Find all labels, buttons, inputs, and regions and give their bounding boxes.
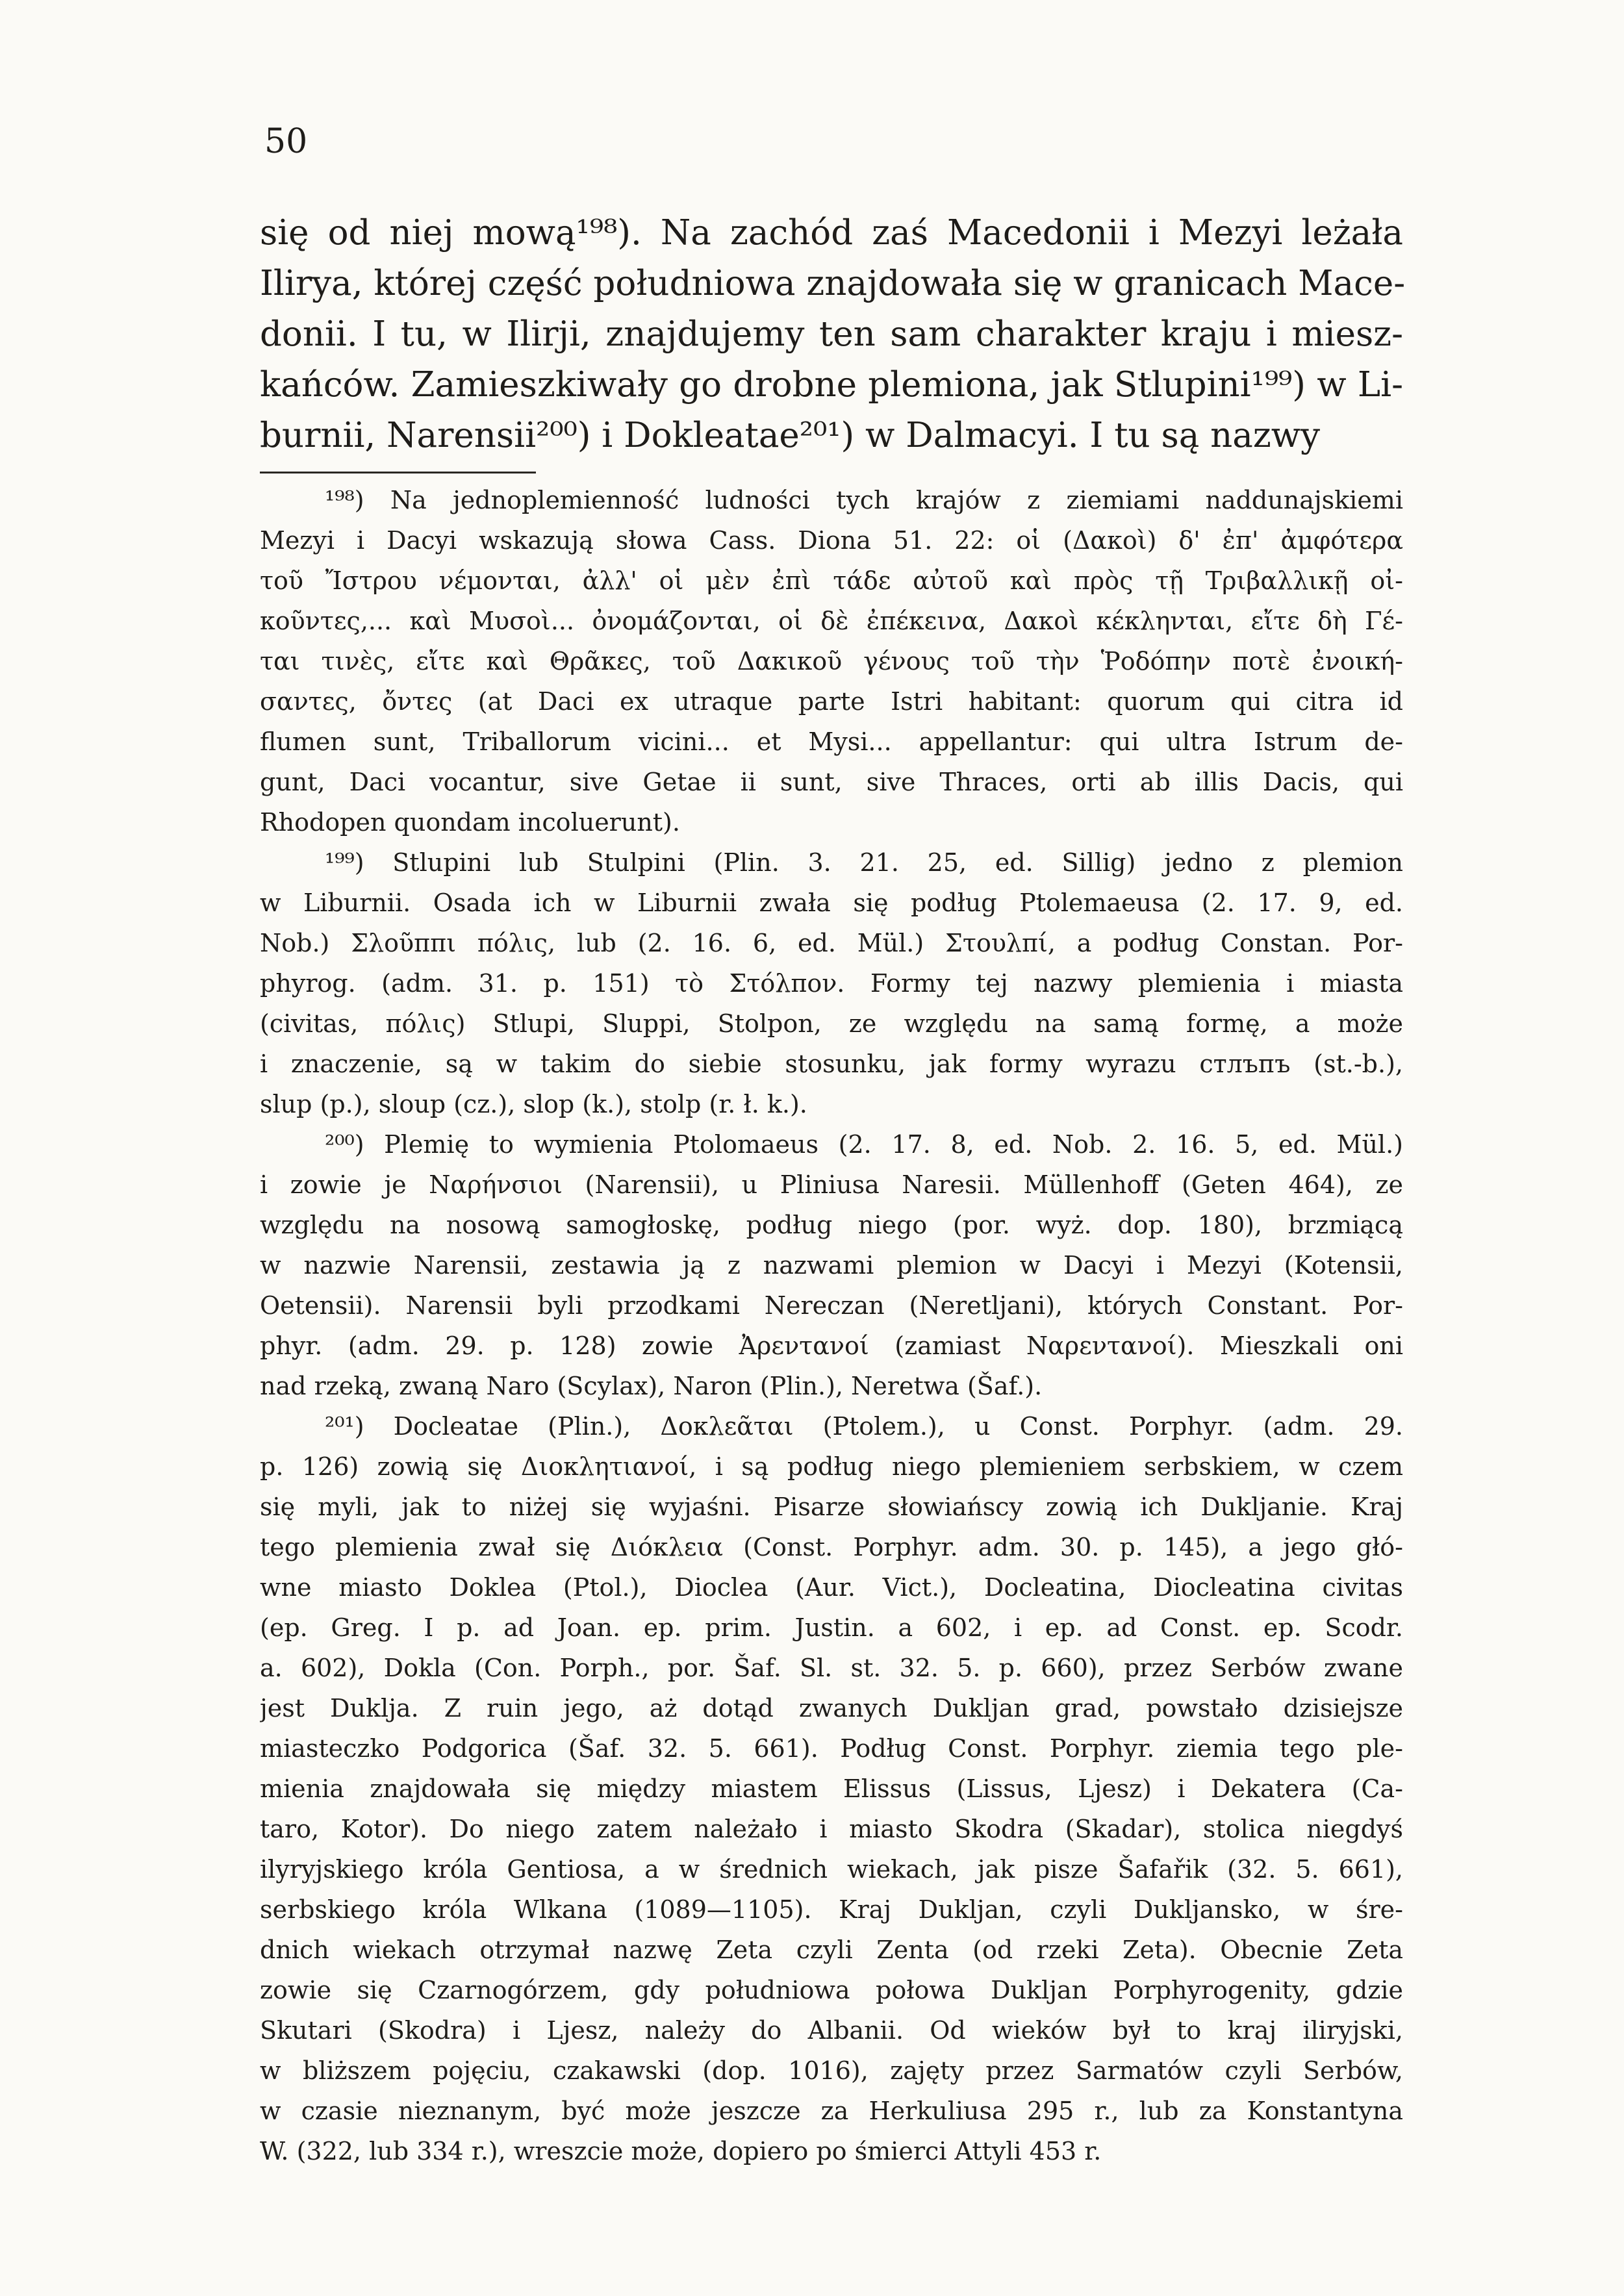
text-line: donii. I tu, w Ilirji, znajdujemy ten sam charakter kraju i miesz-	[260, 314, 1403, 354]
page-number: 50	[264, 122, 308, 161]
footnote-line: i zowie je Ναρήνσιοι (Narensii), u Pliniusa Naresii. Müllenhoff (Geten 464), ze	[260, 1170, 1403, 1199]
footnote-line: jest Duklja. Z ruin jego, aż dotąd zwanych Dukljan grad, powstało dzisiejsze	[260, 1694, 1403, 1722]
footnote-line: i znaczenie, są w takim do siebie stosunku, jak formy wyrazu стлъпъ (st.-b.),	[260, 1050, 1403, 1078]
footnote-line: ται τινὲς, εἴτε καὶ Θρᾶκες, τοῦ Δακικοῦ γένους τοῦ τὴν Ῥοδόπην ποτὲ ἐνοική-	[260, 647, 1403, 675]
text-line: kańców. Zamieszkiwały go drobne plemiona, jak Stlupini¹⁹⁹) w Li-	[260, 365, 1403, 405]
footnote-line: slup (p.), sloup (cz.), slop (k.), stolp (r. ł. k.).	[260, 1090, 807, 1118]
page-body	[260, 208, 1406, 2171]
footnote-line: ²⁰¹) Docleatae (Plin.), Δοκλεᾶται (Ptolem.), u Const. Porphyr. (adm. 29.	[325, 1412, 1403, 1441]
footnote-line: (civitas, πόλις) Stlupi, Sluppi, Stolpon, ze względu na samą formę, a może	[260, 1009, 1403, 1038]
footnote-line: zowie się Czarnogórzem, gdy południowa połowa Dukljan Porphyrogenity, gdzie	[260, 1976, 1403, 2004]
footnote-line: flumen sunt, Triballorum vicini... et Mysi... appellantur: qui ultra Istrum de-	[260, 727, 1403, 756]
footnote-line: w nazwie Narensii, zestawia ją z nazwami plemion w Dacyi i Mezyi (Kotensii,	[260, 1251, 1403, 1280]
footnote-line: nad rzeką, zwaną Naro (Scylax), Naron (Plin.), Neretwa (Šaf.).	[260, 1372, 1043, 1400]
footnote-line: względu na nosową samogłoskę, podług niego (por. wyż. dop. 180), brzmiącą	[260, 1211, 1403, 1239]
footnote-line: W. (322, lub 334 r.), wreszcie może, dopiero po śmierci Attyli 453 r.	[260, 2137, 1102, 2165]
footnote-line: mienia znajdowała się między miastem Elissus (Lissus, Ljesz) i Dekatera (Ca-	[260, 1774, 1403, 1803]
footnote-line: serbskiego króla Wlkana (1089—1105). Kraj Dukljan, czyli Dukljansko, w śre-	[260, 1895, 1403, 1924]
footnote-line: tego plemienia zwał się Διόκλεια (Const. Porphyr. adm. 30. p. 145), a jego głó-	[260, 1533, 1403, 1561]
footnote-line: ilyryjskiego króla Gentiosa, a w średnich wiekach, jak pisze Šafařik (32. 5. 661),	[260, 1855, 1403, 1884]
footnote-line: się myli, jak to niżej się wyjaśni. Pisarze słowiańscy zowią ich Dukljanie. Kraj	[260, 1493, 1403, 1521]
text-line: Ilirya, której część południowa znajdowała się w granicach Mace-	[260, 264, 1406, 303]
footnote-line: w czasie nieznanym, być może jeszcze za Herkuliusa 295 r., lub za Konstantyna	[260, 2097, 1403, 2125]
footnote-line: Nob.) Σλοῦππι πόλις, lub (2. 16. 6, ed. Mül.) Στουλπί, a podług Constan. Por-	[260, 929, 1403, 957]
footnote-line: ²⁰⁰) Plemię to wymienia Ptolomaeus (2. 17. 8, ed. Nob. 2. 16. 5, ed. Mül.)	[325, 1130, 1403, 1159]
footnote-line: κοῦντες,... καὶ Μυσοὶ... ὀνομάζονται, οἱ δὲ ἐπέκεινα, Δακοὶ κέκληνται, εἴτε δὴ Γέ-	[260, 607, 1403, 635]
main-text	[260, 208, 1406, 461]
footnote-line: phyr. (adm. 29. p. 128) zowie Ἀρεντανοί (zamiast Ναρεντανοί). Mieszkali oni	[260, 1331, 1403, 1360]
footnote-line: σαντες, ὄντες (at Daci ex utraque parte Istri habitant: quorum qui citra id	[260, 687, 1403, 716]
footnote-line: gunt, Daci vocantur, sive Getae ii sunt, sive Thraces, orti ab illis Dacis, qui	[260, 768, 1403, 796]
footnote-line: w Liburnii. Osada ich w Liburnii zwała się podług Ptolemaeusa (2. 17. 9, ed.	[260, 889, 1403, 917]
footnote-line: miasteczko Podgorica (Šaf. 32. 5. 661). Podług Const. Porphyr. ziemia tego ple-	[260, 1734, 1403, 1763]
footnote-line: Skutari (Skodra) i Ljesz, należy do Albanii. Od wieków był to kraj iliryjski,	[260, 2016, 1403, 2045]
footnote-separator	[260, 472, 536, 473]
footnote-line: (ep. Greg. I p. ad Joan. ep. prim. Justin. a 602, i ep. ad Const. ep. Scodr.	[260, 1613, 1403, 1642]
footnote-line: dnich wiekach otrzymał nazwę Zeta czyli Zenta (od rzeki Zeta). Obecnie Zeta	[260, 1936, 1403, 1964]
footnote-line: Rhodopen quondam incoluerunt).	[260, 808, 680, 837]
footnotes	[260, 480, 1403, 2171]
footnote-line: a. 602), Dokla (Con. Porph., por. Šaf. Sl. st. 32. 5. p. 660), przez Serbów zwane	[260, 1654, 1403, 1682]
text-line: burnii, Narensii²⁰⁰) i Dokleatae²⁰¹) w Dalmacyi. I tu są nazwy	[260, 416, 1321, 455]
footnote-line: Oetensii). Narensii byli przodkami Nereczan (Neretljani), których Constant. Por-	[260, 1291, 1403, 1320]
footnote-line: taro, Kotor). Do niego zatem należało i miasto Skodra (Skadar), stolica niegdyś	[260, 1815, 1403, 1843]
footnote-line: ¹⁹⁸) Na jednoplemienność ludności tych krajów z ziemiami naddunajskiemi	[325, 486, 1403, 514]
footnote-line: w bliższem pojęciu, czakawski (dop. 1016), zajęty przez Sarmatów czyli Serbów,	[260, 2056, 1403, 2085]
text-line: się od niej mową¹⁹⁸). Na zachód zaś Macedonii i Mezyi leżała	[260, 213, 1403, 253]
footnote-line: τοῦ Ἴστρου νέμονται, ἀλλ' οἱ μὲν ἐπὶ τάδε αὐτοῦ καὶ πρὸς τῇ Τριβαλλικῇ οἰ-	[260, 566, 1403, 595]
footnote-line: phyrog. (adm. 31. p. 151) τὸ Στόλπον. Formy tej nazwy plemienia i miasta	[260, 969, 1403, 998]
footnote-line: Mezyi i Dacyi wskazują słowa Cass. Diona 51. 22: οἱ (Δακοὶ) δ' ἐπ' ἀμφότερα	[260, 526, 1403, 555]
footnote-line: ¹⁹⁹) Stlupini lub Stulpini (Plin. 3. 21. 25, ed. Sillig) jedno z plemion	[325, 848, 1403, 877]
footnote-line: p. 126) zowią się Διοκλητιανοί, i są podług niego plemieniem serbskiem, w czem	[260, 1452, 1403, 1481]
footnote-line: wne miasto Doklea (Ptol.), Dioclea (Aur. Vict.), Docleatina, Diocleatina civitas	[260, 1573, 1403, 1602]
